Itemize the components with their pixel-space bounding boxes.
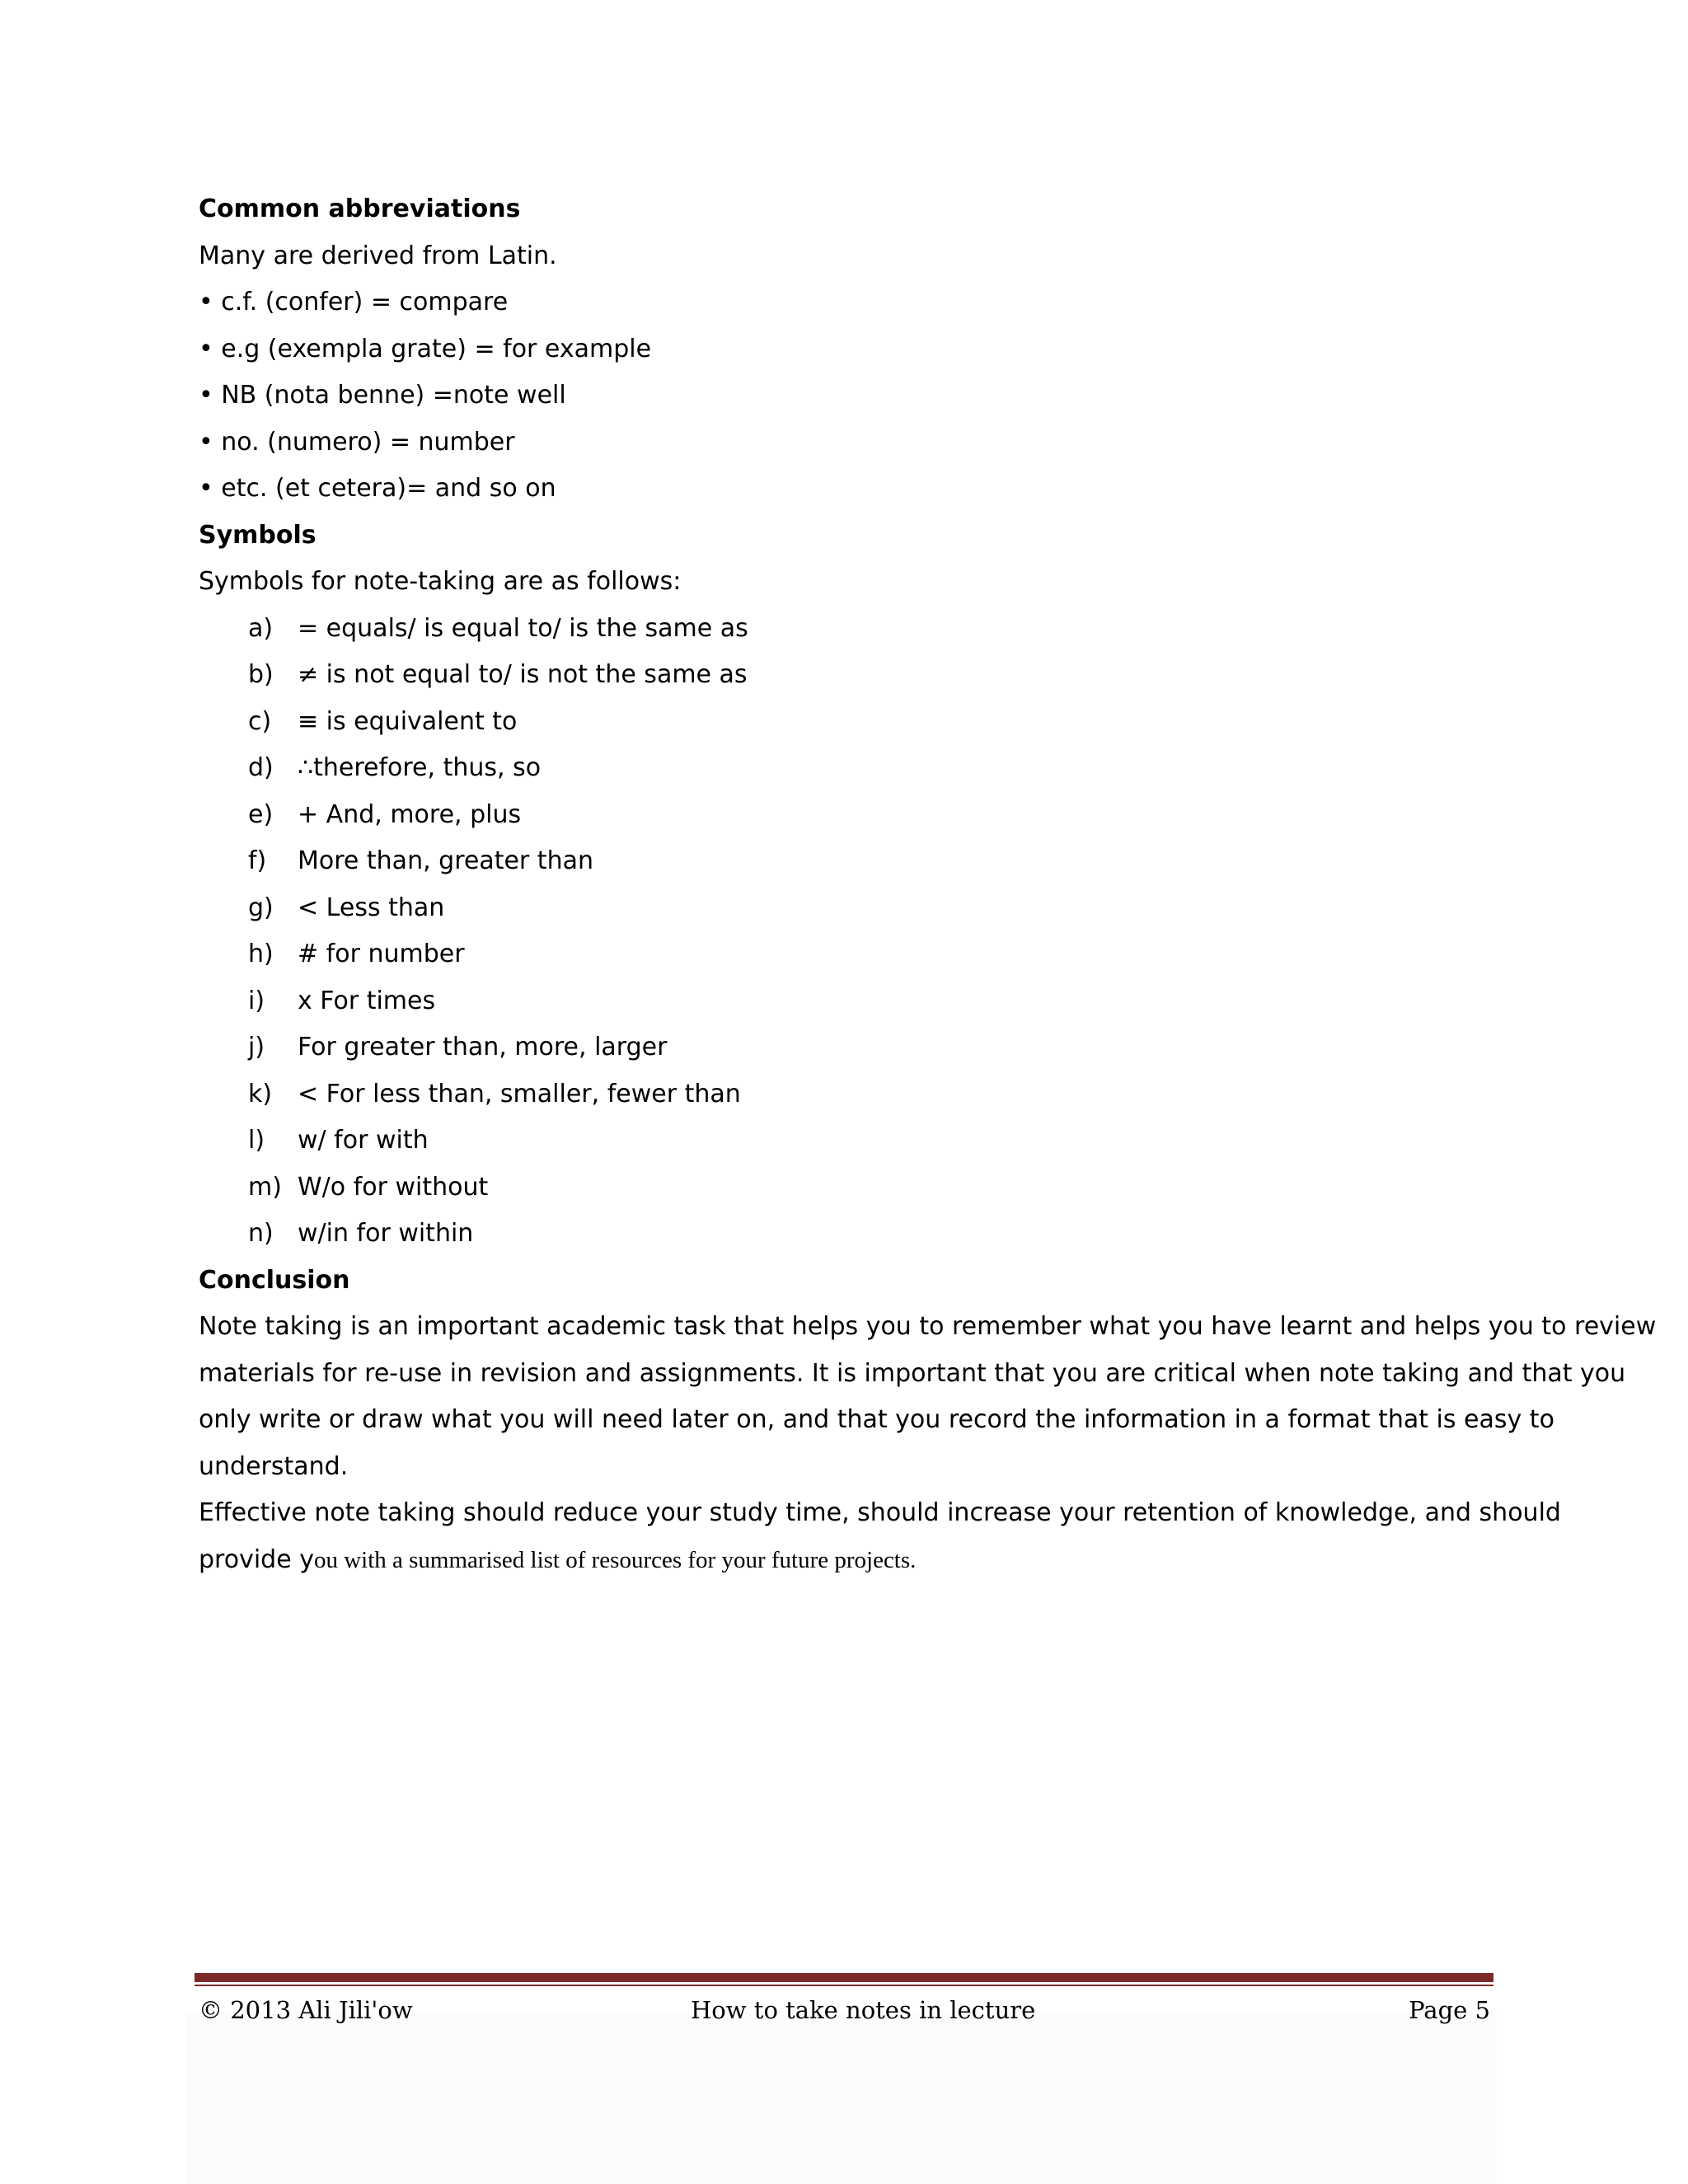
abbreviation-item: • c.f. (confer) = compare: [199, 288, 509, 316]
abbreviation-item: • no. (numero) = number: [199, 427, 515, 457]
list-text: = equals/ is equal to/ is the same as: [298, 613, 748, 643]
list-item: [199, 652, 1493, 699]
list-marker: h): [248, 940, 274, 968]
list-text: w/in for within: [298, 1219, 474, 1248]
paragraph-line: Effective note taking should reduce your study time, should increase your retention of knowledge, and should: [199, 1498, 1561, 1527]
paragraph-fragment-serif: ou with a summarised list of resources for your future projects.: [313, 1546, 917, 1573]
symbols-heading: Symbols: [199, 520, 316, 550]
abbreviation-item: • NB (nota benne) =note well: [199, 381, 566, 410]
list-text: More than, greater than: [298, 846, 593, 875]
list-marker: a): [248, 613, 274, 643]
footer-divider: [195, 1973, 1493, 1982]
footer-page-number: Page 5: [1409, 1996, 1490, 2024]
list-item: [199, 978, 1493, 1025]
abbreviation-item: • etc. (et cetera)= and so on: [199, 474, 556, 503]
conclusion-heading: Conclusion: [199, 1265, 350, 1295]
list-marker: c): [248, 706, 272, 736]
list-text: + And, more, plus: [298, 799, 522, 829]
paragraph-fragment: provide y: [199, 1544, 314, 1574]
list-item: [199, 838, 1493, 885]
list-text: < Less than: [298, 893, 445, 922]
list-marker: g): [248, 893, 274, 922]
footer-document-title: How to take notes in lecture: [691, 1996, 1036, 2024]
list-item: [199, 1071, 1493, 1118]
list-marker: j): [248, 1033, 265, 1062]
footer-divider-thin: [195, 1985, 1493, 1986]
list-item: [199, 792, 1493, 839]
list-marker: l): [248, 1126, 265, 1155]
list-text: For greater than, more, larger: [298, 1033, 668, 1062]
page-bottom-tint: [186, 2011, 1497, 2184]
list-marker: e): [248, 799, 274, 829]
list-item: [199, 1165, 1493, 1212]
list-text: < For less than, smaller, fewer than: [298, 1079, 741, 1108]
conclusion-paragraph: [199, 1304, 1657, 1490]
list-item: [199, 931, 1493, 978]
list-item: [199, 1024, 1493, 1071]
list-item: [199, 885, 1493, 932]
list-text: ≡ is equivalent to: [298, 706, 518, 736]
list-item: [199, 1118, 1493, 1165]
list-text: W/o for without: [298, 1172, 489, 1202]
paragraph-line: only write or draw what you will need later on, and that you record the information in a format that is easy to: [199, 1405, 1554, 1434]
list-text: ∴therefore, thus, so: [298, 753, 542, 782]
list-text: # for number: [298, 940, 465, 968]
list-item: [199, 1211, 1493, 1258]
list-item: [199, 699, 1493, 746]
list-marker: i): [248, 986, 265, 1015]
list-text: ≠ is not equal to/ is not the same as: [298, 660, 748, 689]
page-footer: [199, 1990, 1490, 2031]
paragraph-line: understand.: [199, 1451, 349, 1481]
list-marker: f): [248, 846, 267, 875]
paragraph-line: [199, 1537, 1493, 1584]
list-text: x For times: [298, 986, 436, 1015]
abbreviation-item: • e.g (exempla grate) = for example: [199, 334, 652, 363]
paragraph-line: Note taking is an important academic task that helps you to remember what you have learnt and helps you to review: [199, 1312, 1657, 1341]
symbols-list: [199, 606, 1493, 1258]
abbreviations-intro: Many are derived from Latin.: [199, 241, 557, 270]
abbreviations-heading: Common abbreviations: [199, 194, 521, 223]
list-text: w/ for with: [298, 1126, 429, 1155]
footer-copyright: © 2013 Ali Jili'ow: [199, 1996, 413, 2024]
list-marker: m): [248, 1172, 282, 1202]
list-marker: n): [248, 1219, 274, 1248]
list-marker: d): [248, 753, 274, 782]
paragraph-line: materials for re-use in revision and assignments. It is important that you are critical when note taking and that you: [199, 1358, 1626, 1388]
list-marker: k): [248, 1079, 273, 1108]
symbols-intro: Symbols for note-taking are as follows:: [199, 567, 682, 596]
page-content: [199, 186, 1657, 1583]
list-item: [199, 745, 1493, 792]
conclusion-paragraph-2: [199, 1490, 1561, 1583]
list-item: [199, 606, 1493, 653]
list-marker: b): [248, 660, 274, 689]
